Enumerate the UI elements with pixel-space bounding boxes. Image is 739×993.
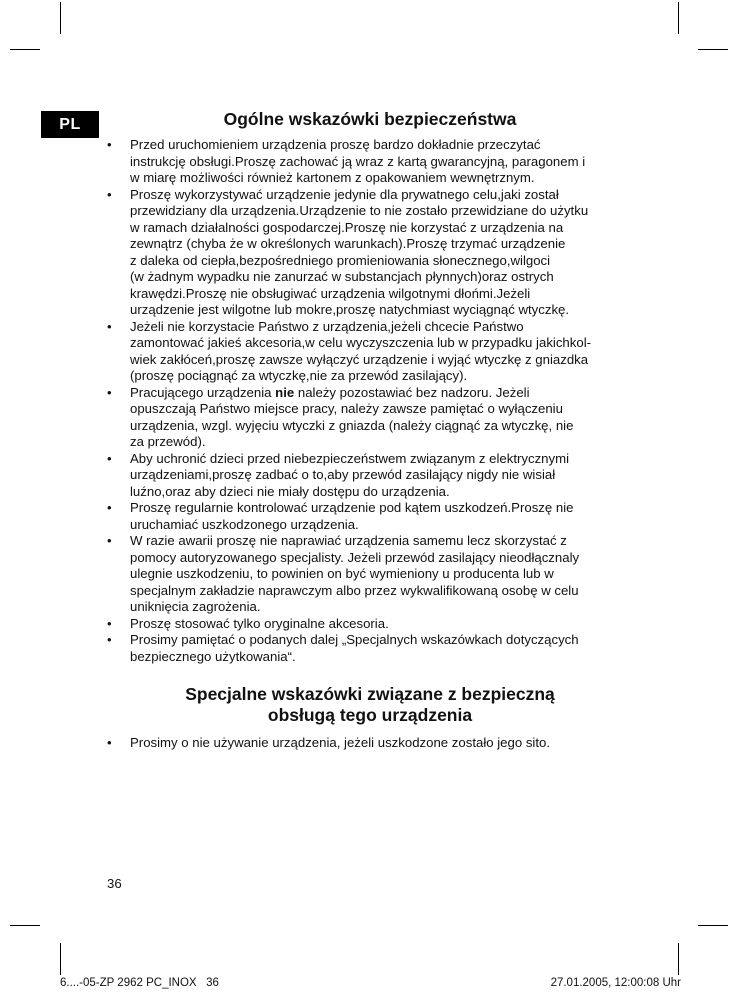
bullet: • [107, 735, 112, 750]
bullet: • [107, 450, 112, 466]
bullet: • [107, 186, 112, 202]
list-item: • Przed uruchomieniem urządzenia proszę bardzo dokładnie przeczytać instrukcję obsługi.Proszę zachować ją wraz z kartą gwarancyjną, paragonem i w miarę możliwości również kartonem z opakowaniem wewnętrznym. [107, 137, 586, 185]
list-item: • W razie awarii proszę nie naprawiać urządzenia samemu lecz skorzystać z pomocy autoryzowanego specjalisty. Jeżeli przewód zasilający nieodłącznaly ulegnie uszkodzeniu, to powinien on być wymieniony u producenta lub w specjalnym zakładzie naprawczym albo przez wykwalifikowaną osobę w celu uniknięcia zagrożenia. [107, 533, 580, 614]
list-item: • Prosimy pamiętać o podanych dalej „Specjalnych wskazówkach dotyczących bezpiecznego użytkowania“. [107, 632, 579, 664]
page-number: 36 [107, 876, 122, 891]
emphasis: nie [275, 384, 295, 400]
special-safety-list [107, 735, 647, 752]
list-item: • Aby uchronić dzieci przed niebezpieczeństwem związanym z elektrycznymi urządzeniami,proszę zadbać o to,aby przewód zasilający nigdy nie wisiał luźno,oraz aby dzieci nie miały dostępu do urządzenia. [107, 450, 570, 499]
list-item: • Jeżeli nie korzystacie Państwo z urządzenia,jeżeli chcecie Państwo zamontować jakieś akcesoria,w celu wyczyszczenia lub w przypadku jakichkol- wiek zakłóceń,proszę zawsze wyłączyć urządzenie i wyjąć wtyczkę z gniazdka (proszę pociągnąć za wtyczkę,nie za przewód zasilający). [107, 318, 592, 383]
bullet: • [107, 632, 112, 647]
crop-mark [60, 2, 61, 34]
print-footer-file: 6....-05-ZP 2962 PC_INOX 36 [60, 977, 219, 989]
bold-text-line: Pracującego urządzenia nie należy pozostawiać bez nadzoru. Jeżeli [130, 384, 530, 400]
bullet: • [107, 500, 112, 515]
crop-mark [678, 943, 679, 975]
general-safety-list [107, 137, 647, 665]
crop-mark [698, 925, 728, 926]
crop-mark [10, 49, 40, 50]
list-item: • Proszę wykorzystywać urządzenie jedynie dla prywatnego celu,jaki został przewidziany dla urządzenia.Urządzenie to nie zostało przewidziane do użytku w ramach działalności gospodarczej.Proszę nie korzystać z urządzenia na zewnątrz (chyba że w określonych warunkach).Proszę trzymać urządzenie z daleka od ciepła,bezpośredniego promieniowania słonecznego,wilgoci (w żadnym wypadku nie zanurzać w substancjach płynnych)oraz ostrych krawędzi.Proszę nie obsługiwać urządzenia wilgotnymi dłońmi.Jeżeli urządzenie jest wilgotne lub mokre,proszę natychmiast wyciągnąć wtyczkę. [107, 186, 589, 317]
list-item: • Prosimy o nie używanie urządzenia, jeżeli uszkodzone zostało jego sito. [107, 735, 551, 750]
print-footer-timestamp: 27.01.2005, 12:00:08 Uhr [550, 977, 681, 989]
language-tab: PL [41, 111, 99, 138]
bullet: • [107, 384, 112, 400]
bullet: • [107, 615, 112, 631]
list-item: • Pracującego urządzenia nie należy pozostawiać bez nadzoru. Jeżeli opuszczają Państwo miejsce pracy, należy zawsze pamiętać o wyłączeniu urządzenia, wzgl. wyjęciu wtyczki z gniazda (należy ciągnąć za wtyczkę, nie za przewód). [107, 384, 574, 449]
list-item: • Proszę stosować tylko oryginalne akcesoria. [107, 615, 389, 631]
crop-mark [698, 49, 728, 50]
bullet: • [107, 318, 112, 334]
page-title: Ogólne wskazówki bezpieczeństwa [223, 109, 517, 129]
section-title: Specjalne wskazówki związane z bezpieczną obsługą tego urządzenia [185, 684, 555, 725]
crop-mark [678, 2, 679, 34]
crop-mark [60, 943, 61, 975]
bullet: • [107, 533, 112, 548]
bullet: • [107, 137, 112, 152]
list-item: • Proszę regularnie kontrolować urządzenie pod kątem uszkodzeń.Proszę nie uruchamiać uszkodzonego urządzenia. [107, 500, 574, 532]
crop-mark [10, 925, 40, 926]
